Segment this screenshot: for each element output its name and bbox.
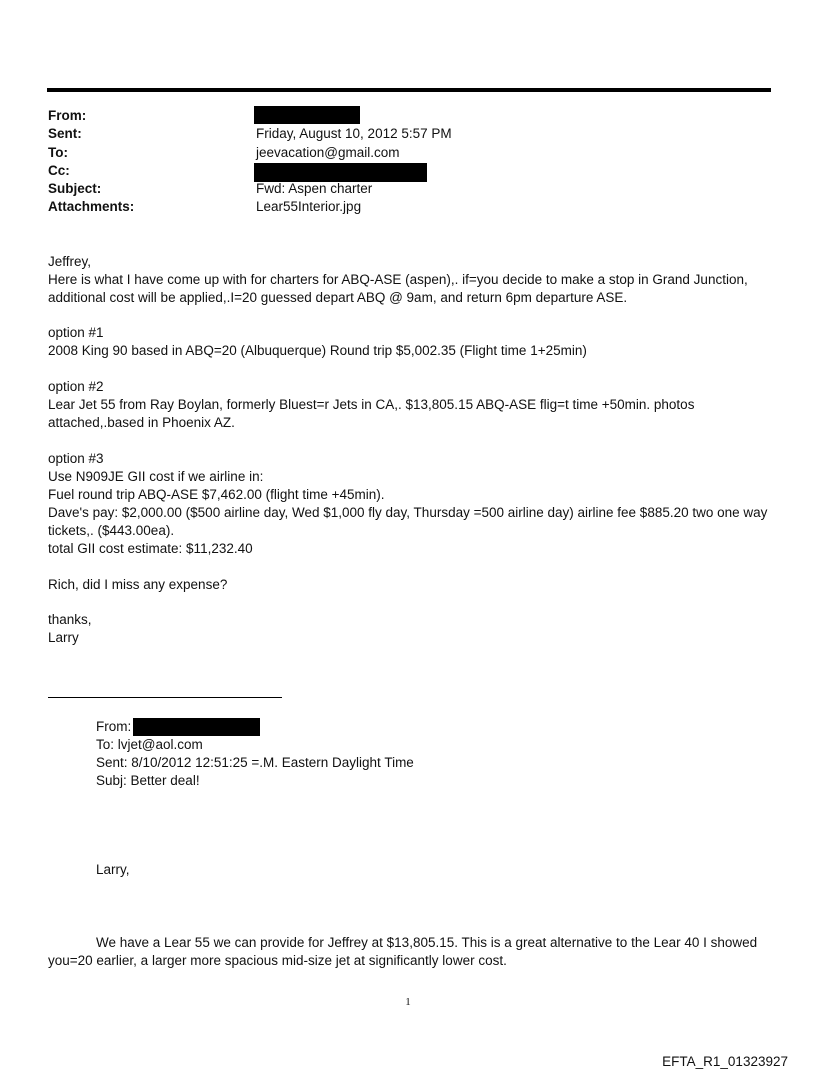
closing: thanks,	[48, 612, 92, 627]
option1-line: 2008 King 90 based in ABQ=20 (Albuquerque) Round trip $5,002.35 (Flight time 1+25min)	[48, 343, 587, 358]
cc-label: Cc:	[48, 163, 70, 178]
option1-title: option #1	[48, 325, 104, 340]
sent-label: Sent:	[48, 126, 82, 141]
option2-line-2: attached,.based in Phoenix AZ.	[48, 415, 235, 430]
header-rule	[47, 88, 771, 92]
option3-title: option #3	[48, 451, 104, 466]
option3-line-1: Use N909JE GII cost if we airline in:	[48, 469, 264, 484]
option2-line-1: Lear Jet 55 from Ray Boylan, formerly Bluest=r Jets in CA,. $13,805.15 ABQ-ASE flig=t time +50min. photos	[48, 397, 695, 412]
redacted-from	[254, 106, 360, 124]
intro-line-2: additional cost will be applied,.I=20 guessed depart ABQ @ 9am, and return 6pm departure ASE.	[48, 290, 628, 305]
question: Rich, did I miss any expense?	[48, 577, 228, 592]
document-id: EFTA_R1_01323927	[662, 1054, 788, 1069]
signature: Larry	[48, 630, 79, 645]
redacted-fwd-from	[133, 718, 260, 736]
attachments-label: Attachments:	[48, 199, 135, 214]
option3-line-5: total GII cost estimate: $11,232.40	[48, 541, 253, 556]
fwd-subj-line: Subj: Better deal!	[96, 773, 200, 788]
to-value[interactable]: jeevacation@gmail.com	[256, 145, 400, 160]
option3-line-4: tickets,. ($443.00ea).	[48, 523, 175, 538]
greeting: Jeffrey,	[48, 254, 92, 269]
subject-label: Subject:	[48, 181, 102, 196]
option3-line-3: Dave's pay: $2,000.00 ($500 airline day, Wed $1,000 fly day, Thursday =500 airline day) airline fee $885.20 two one way	[48, 505, 768, 520]
fwd-from-label: From:	[96, 719, 132, 734]
forward-divider	[48, 697, 282, 698]
page-number: 1	[405, 996, 411, 1008]
fwd-para-line-2: you=20 earlier, a larger more spacious mid-size jet at significantly lower cost.	[48, 953, 507, 968]
fwd-greeting: Larry,	[96, 862, 130, 877]
intro-line-1: Here is what I have come up with for charters for ABQ-ASE (aspen),. if=you decide to make a stop in Grand Junction,	[48, 272, 748, 287]
option3-line-2: Fuel round trip ABQ-ASE $7,462.00 (flight time +45min).	[48, 487, 385, 502]
sent-value: Friday, August 10, 2012 5:57 PM	[256, 126, 452, 141]
redacted-cc	[254, 163, 427, 182]
fwd-para-line-1: We have a Lear 55 we can provide for Jeffrey at $13,805.15. This is a great alternative to the Lear 40 I showed	[96, 935, 758, 950]
fwd-to-line: To: lvjet@aol.com	[96, 737, 203, 752]
to-label: To:	[48, 145, 68, 160]
from-label: From:	[48, 108, 87, 123]
fwd-sent-line: Sent: 8/10/2012 12:51:25 =.M. Eastern Daylight Time	[96, 755, 414, 770]
option2-title: option #2	[48, 379, 104, 394]
attachment-link[interactable]: Lear55Interior.jpg	[256, 199, 362, 214]
subject-value: Fwd: Aspen charter	[256, 181, 373, 196]
